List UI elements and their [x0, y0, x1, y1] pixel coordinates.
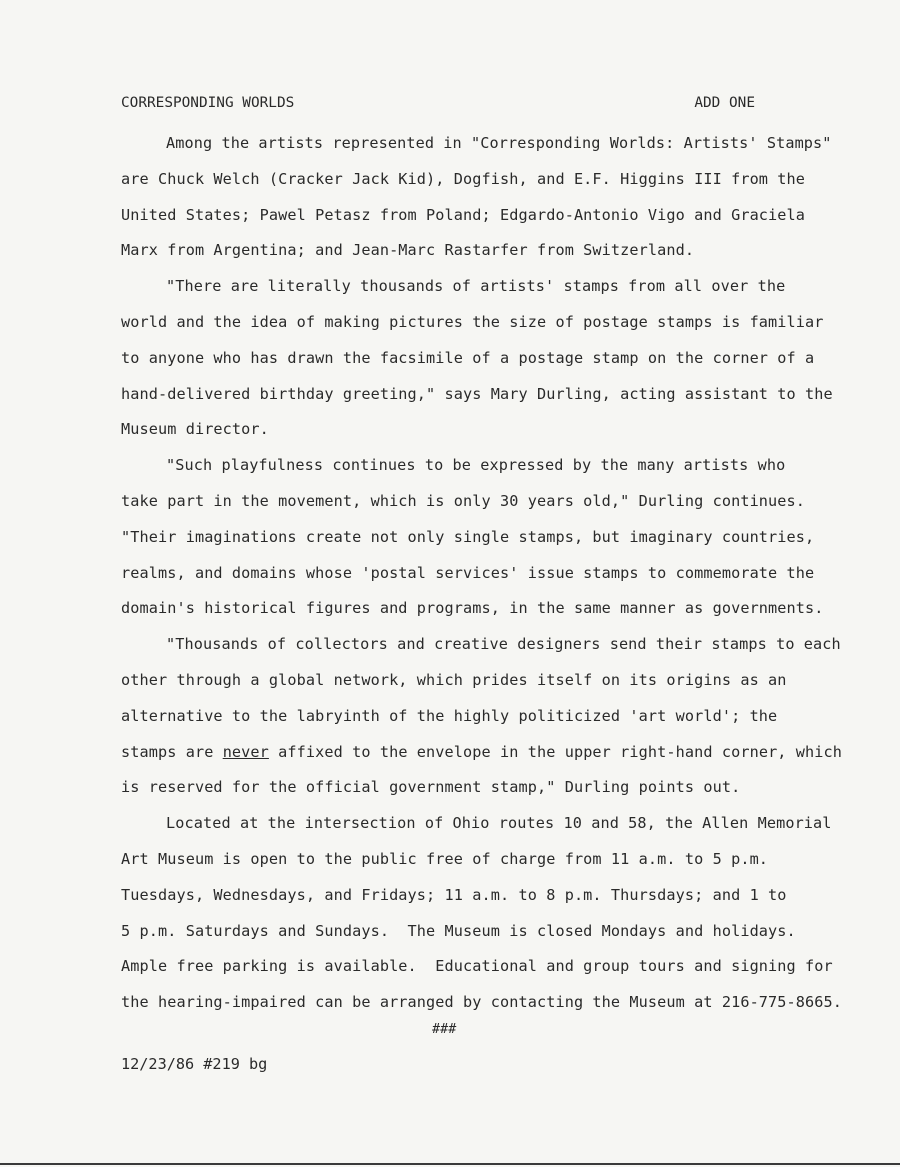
- text-line: hand-delivered birthday greeting," says Mary Durling, acting assistant to the: [121, 384, 833, 403]
- text-line: is reserved for the official government stamp," Durling points out.: [121, 778, 741, 797]
- text-line: the hearing-impaired can be arranged by contacting the Museum at 216-775-8665.: [121, 993, 843, 1012]
- text-line: domain's historical figures and programs, in the same manner as governments.: [121, 599, 824, 618]
- text-line: 5 p.m. Saturdays and Sundays. The Museum is closed Mondays and holidays.: [121, 921, 796, 940]
- text-line-with-underline: [121, 735, 843, 771]
- paragraph-1: [121, 126, 832, 269]
- text-line: take part in the movement, which is only 30 years old," Durling continues.: [121, 491, 806, 510]
- paragraph-3: [121, 448, 824, 627]
- text-line: are Chuck Welch (Cracker Jack Kid), Dogfish, and E.F. Higgins III from the: [121, 169, 806, 188]
- text-line: "Thousands of collectors and creative designers send their stamps to each: [166, 635, 841, 654]
- text-line: realms, and domains whose 'postal services' issue stamps to commemorate the: [121, 563, 815, 582]
- paragraph-4: [121, 627, 843, 806]
- text-line: to anyone who has drawn the facsimile of a postage stamp on the corner of a: [121, 348, 815, 367]
- text-line: alternative to the labryinth of the highly politicized 'art world'; the: [121, 706, 778, 725]
- text-line: Ample free parking is available. Educational and group tours and signing for: [121, 957, 833, 976]
- end-mark: ###: [432, 1021, 457, 1037]
- text-line: "There are literally thousands of artists' stamps from all over the: [166, 277, 786, 296]
- header-page-marker: ADD ONE: [694, 95, 755, 111]
- body-text: [121, 126, 843, 1021]
- text-line: world and the idea of making pictures the size of postage stamps is familiar: [121, 312, 824, 331]
- page-bottom-edge: [0, 1163, 900, 1165]
- dateline: 12/23/86 #219 bg: [121, 1055, 268, 1073]
- paragraph-2: [121, 269, 833, 448]
- text-line: "Such playfulness continues to be expressed by the many artists who: [166, 456, 786, 475]
- text-line: Museum director.: [121, 420, 269, 439]
- text-line: other through a global network, which prides itself on its origins as an: [121, 670, 787, 689]
- text-fragment: affixed to the envelope in the upper right-hand corner, which: [268, 742, 843, 761]
- text-line: Art Museum is open to the public free of charge from 11 a.m. to 5 p.m.: [121, 849, 769, 868]
- underlined-word: never: [222, 742, 269, 761]
- text-line: Among the artists represented in "Corresponding Worlds: Artists' Stamps": [166, 134, 832, 152]
- paragraph-5: [121, 806, 843, 1021]
- text-line: Located at the intersection of Ohio routes 10 and 58, the Allen Memorial: [166, 814, 832, 833]
- text-fragment: stamps are: [121, 742, 223, 761]
- text-line: United States; Pawel Petasz from Poland; Edgardo-Antonio Vigo and Graciela: [121, 205, 806, 224]
- text-line: Marx from Argentina; and Jean-Marc Rastarfer from Switzerland.: [121, 241, 695, 260]
- text-line: "Their imaginations create not only single stamps, but imaginary countries,: [121, 527, 815, 546]
- text-line: Tuesdays, Wednesdays, and Fridays; 11 a.m. to 8 p.m. Thursdays; and 1 to: [121, 885, 787, 904]
- header-title: CORRESPONDING WORLDS: [121, 95, 295, 111]
